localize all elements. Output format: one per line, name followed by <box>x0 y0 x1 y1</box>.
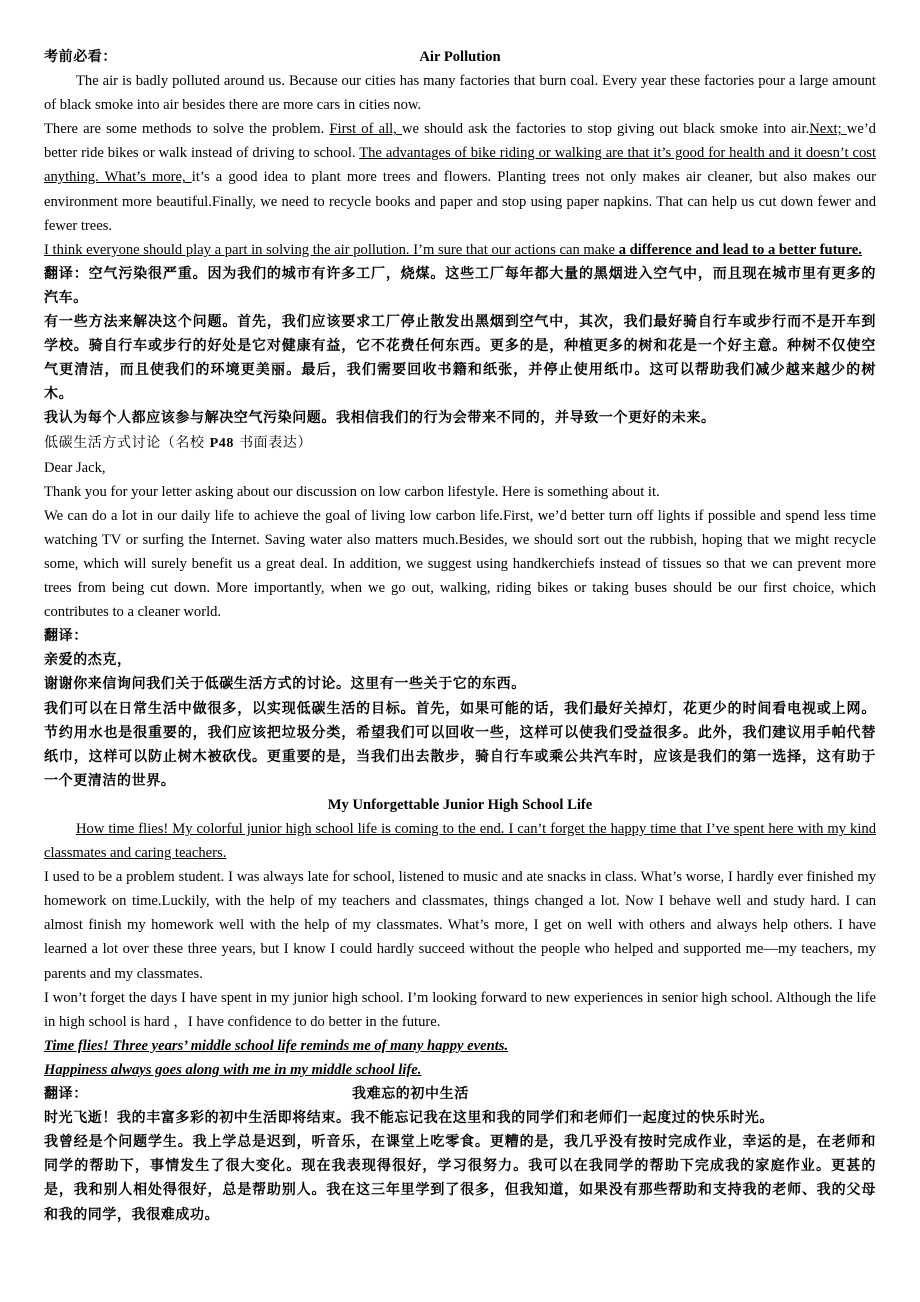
underlined-text: First of all, <box>329 121 402 138</box>
heading-text: 书面表达） <box>234 434 313 451</box>
junior-high-translation-header <box>44 1082 876 1106</box>
translation-title: 我难忘的初中生活 <box>352 1086 469 1103</box>
junior-high-title: My Unforgettable Junior High School Life <box>327 796 593 813</box>
must-read-label: 考前必看： <box>44 49 117 65</box>
letter-paragraph-1: Thank you for your letter asking about our discussion on low carbon lifestyle. Here is something about it. <box>44 483 660 500</box>
junior-high-paragraph-2: I used to be a problem student. I was always late for school, listened to music and ate snacks in class. What’s worse, I hardly ever finished my homework on time.Luckily, with the help of my teachers and classmates, things changed a lot. Now I behave well and study hard. I can almost finish my homework well with the help of my classmates. What’s more, I get on well with others and always help others. I have learned a lot over these three years, but I know I could hardly succeed without the people who helped and supported me—my teachers, my parents and my classmates. <box>44 869 876 982</box>
text-run: we’d better ride bikes or walk instead of driving to school. <box>44 121 876 162</box>
heading-text: 低碳生活方式讨论（名校 <box>44 434 210 451</box>
translation-label: 翻译： <box>44 1086 88 1103</box>
air-pollution-translation-1 <box>44 262 876 310</box>
key-sentence-2: Happiness always goes along with me in my middle school life. <box>44 1061 422 1078</box>
letter-translation-greeting: 亲爱的杰克， <box>44 652 132 669</box>
air-pollution-paragraph-1: The air is badly polluted around us. Because our cities has many factories that burn coal. Every year these factories pour a large amount of black smoke into air besides there are more cars in cities now. <box>44 73 876 114</box>
air-pollution-translation-2: 有一些方法来解决这个问题。首先，我们应该要求工厂停止散发出黑烟到空气中，其次，我们最好骑自行车或步行而不是开车到学校。骑自行车或步行的好处是它对健康有益，它不花费任何东西。更多的是，种植更多的树和花是一个好主意。种树不仅使空气更清洁，而且使我们的环境更美丽。最后，我们需要回收书籍和纸张，并停止使用纸巾。这可以帮助我们减少越来越少的树木。 <box>44 314 876 403</box>
text-run: it’s a good idea to plant more trees and flowers. Planting trees not only makes air cleaner, but also makes our environment more beautiful.Finally, we need to recycle books and paper and stop using paper napkins. That can help us cut down fewer and fewer trees. <box>44 169 876 234</box>
junior-high-paragraph-3: I won’t forget the days I have spent in my junior high school. I’m looking forward to new experiences in senior high school. Although the life in high school is hard ，I have confidence to do better in the future. <box>44 989 876 1030</box>
air-pollution-paragraph-3 <box>44 238 876 262</box>
text-run: we should ask the factories to stop giving out black smoke into air. <box>401 121 810 138</box>
underlined-text: Next; <box>809 121 847 138</box>
translation-label: 翻译： <box>44 265 89 282</box>
bold-underlined-text: a difference and lead to a better future. <box>618 241 862 258</box>
underlined-text: The advantages of bike riding or walking are that it’s good for health and it doesn’t cost anything. What’s more, <box>44 145 877 186</box>
translation-text: 空气污染很严重。因为我们的城市有许多工厂，烧煤。这些工厂每年都大量的黑烟进入空气中，而且现在城市里有更多的汽车。 <box>44 265 876 306</box>
heading-page-ref: P48 <box>209 435 235 451</box>
air-pollution-translation-3: 我认为每个人都应该参与解决空气污染问题。我相信我们的行为会带来不同的，并导致一个更好的未来。 <box>44 410 716 427</box>
air-pollution-paragraph-2 <box>44 117 876 237</box>
document-page <box>44 45 876 1227</box>
junior-high-paragraph-1: How time flies! My colorful junior high school life is coming to the end. I can’t forget the happy time that I’ve spent here with my kind classmates and caring teachers. <box>44 821 876 862</box>
junior-high-translation-2: 我曾经是个问题学生。我上学总是迟到，听音乐，在课堂上吃零食。更糟的是，我几乎没有按时完成作业，幸运的是，在老师和同学的帮助下，事情发生了很大变化。现在我表现得很好，学习很努力。我可以在我同学的帮助下完成我的家庭作业。更甚的是，我和别人相处得很好，总是帮助别人。我在这三年里学到了很多，但我知道，如果没有那些帮助和支持我的老师、我的父母和我的同学，我很难成功。 <box>44 1134 876 1223</box>
letter-translation-1: 谢谢你来信询问我们关于低碳生活方式的讨论。这里有一些关于它的东西。 <box>44 676 526 693</box>
text-run: There are some methods to solve the problem. <box>44 121 330 138</box>
low-carbon-heading <box>44 431 876 456</box>
section1-header <box>44 45 876 69</box>
letter-paragraph-2: We can do a lot in our daily life to achieve the goal of living low carbon life.First, we’d better turn off lights if possible and spend less time watching TV or surfing the Internet. Saving water also matters much.Besides, we should sort out the rubbish, hoping that we might recycle some, which will surely benefit us a great deal. In addition, we suggest using handkerchiefs instead of tissues so that we can prevent more trees from being cut down. More importantly, when we go out, walking, riding bikes or taking buses should be our first choice, which contributes to a cleaner world. <box>44 507 876 621</box>
air-pollution-title: Air Pollution <box>419 49 501 65</box>
letter-greeting: Dear Jack, <box>44 459 106 476</box>
letter-translation-2: 我们可以在日常生活中做很多，以实现低碳生活的目标。首先，如果可能的话，我们最好关掉灯，花更少的时间看电视或上网。节约用水也是很重要的，我们应该把垃圾分类，希望我们可以回收一些，这样可以使我们受益很多。此外，我们建议用手帕代替纸巾，这样可以防止树木被砍伐。更重要的是，当我们出去散步，骑自行车或乘公共汽车时，应该是我们的第一选择，这有助于一个更清洁的世界。 <box>44 700 876 789</box>
letter-translation-label: 翻译： <box>44 628 88 645</box>
junior-high-translation-1: 时光飞逝！我的丰富多彩的初中生活即将结束。我不能忘记我在这里和我的同学们和老师们一起度过的快乐时光。 <box>44 1110 774 1127</box>
underlined-text: I think everyone should play a part in solving the air pollution. I’m sure that our actions can make <box>44 241 619 258</box>
key-sentence-1: Time flies! Three years’ middle school life reminds me of many happy events. <box>44 1037 509 1054</box>
